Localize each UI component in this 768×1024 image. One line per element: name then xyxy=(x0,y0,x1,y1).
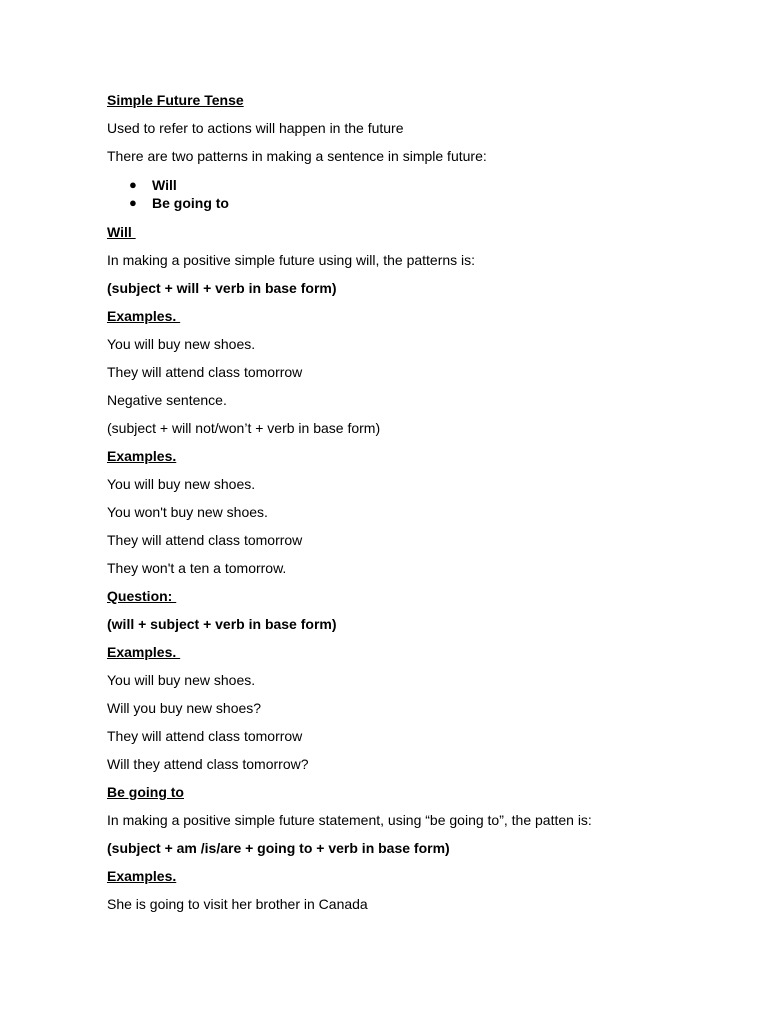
example-sentence: You will buy new shoes. xyxy=(107,336,256,352)
intro-line-1: Used to refer to actions will happen in the future xyxy=(107,120,404,136)
examples-heading: Examples. xyxy=(107,448,177,464)
paragraph: In making a positive simple future statement, using “be going to”, the patten is: xyxy=(107,812,592,828)
example-sentence: You won't buy new shoes. xyxy=(107,504,268,520)
example-sentence: They will attend class tomorrow xyxy=(107,532,303,548)
intro-line-2: There are two patterns in making a sentence in simple future: xyxy=(107,148,487,164)
question-heading: Question: xyxy=(107,588,177,604)
example-sentence: She is going to visit her brother in Canada xyxy=(107,896,368,912)
bullet-label: Be going to xyxy=(152,195,229,211)
bullet-icon: ● xyxy=(129,195,137,210)
example-sentence: You will buy new shoes. xyxy=(107,672,256,688)
examples-heading: Examples. xyxy=(107,308,181,324)
section-heading-will: Will xyxy=(107,224,136,240)
paragraph: In making a positive simple future using will, the patterns is: xyxy=(107,252,476,268)
example-sentence: You will buy new shoes. xyxy=(107,476,256,492)
pattern-formula: (subject + will not/won’t + verb in base form) xyxy=(107,420,381,436)
pattern-formula: (will + subject + verb in base form) xyxy=(107,616,337,632)
examples-heading: Examples. xyxy=(107,644,181,660)
pattern-formula: (subject + am /is/are + going to + verb in base form) xyxy=(107,840,450,856)
example-sentence: They will attend class tomorrow xyxy=(107,728,303,744)
pattern-formula: (subject + will + verb in base form) xyxy=(107,280,337,296)
example-sentence: They won't a ten a tomorrow. xyxy=(107,560,287,576)
example-sentence: Will you buy new shoes? xyxy=(107,700,262,716)
bullet-label: Will xyxy=(152,177,177,193)
section-heading-be-going-to: Be going to xyxy=(107,784,184,800)
examples-heading: Examples. xyxy=(107,868,177,884)
example-sentence: They will attend class tomorrow xyxy=(107,364,303,380)
paragraph: Negative sentence. xyxy=(107,392,227,408)
example-sentence: Will they attend class tomorrow? xyxy=(107,756,309,772)
document-title: Simple Future Tense xyxy=(107,92,244,108)
bullet-icon: ● xyxy=(129,177,137,192)
